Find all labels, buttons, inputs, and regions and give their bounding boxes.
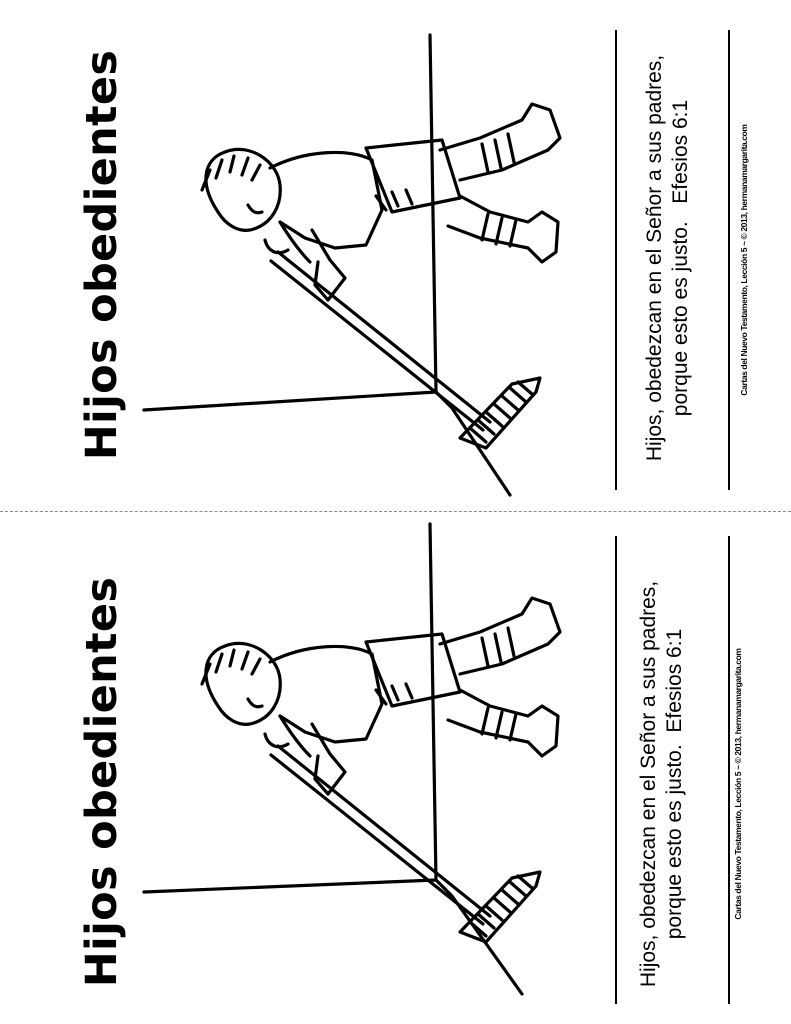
leg-bottom xyxy=(448,690,558,756)
verse-reference: Efesios 6:1 xyxy=(669,99,692,204)
verse-line-1: Hijos, obedezcan en el Señor a sus padres, xyxy=(637,580,660,988)
verse-line-2: porque esto es justo. xyxy=(669,221,692,417)
booklet-page-top: Hijos obedientes Hijos, obedezcan en el Señor a sus padres, porque esto es justo. Efesios 6:1 Cartas del Nuevo Testamento, Lección 5 ~ © 2013, hermanamargarita.com xyxy=(0,0,791,510)
head xyxy=(206,643,280,724)
leg-bottom xyxy=(448,196,558,262)
wall-line xyxy=(144,35,436,410)
verse-reference: Efesios 6:1 xyxy=(663,628,686,733)
head xyxy=(206,149,280,230)
fold-line xyxy=(0,511,791,512)
booklet-page-bottom: Hijos obedientes Hijos, obedezcan en el Señor a sus padres, porque esto es justo. Efesios 6:1 Cartas del Nuevo Testamento, Lección 5 ~ © 2013, hermanamargarita.com xyxy=(0,514,791,1024)
divider-line xyxy=(728,30,730,490)
verse-line-1: Hijos, obedezcan en el Señor a sus padres, xyxy=(643,54,666,462)
divider-line xyxy=(615,536,617,1004)
divider-line xyxy=(615,30,617,490)
boy-sweeping-illustration xyxy=(130,514,600,1024)
divider-line xyxy=(728,536,730,1004)
verse-line-2: porque esto es justo. xyxy=(663,744,686,940)
broom-handle xyxy=(278,746,490,916)
boy-sweeping-illustration xyxy=(130,0,600,510)
